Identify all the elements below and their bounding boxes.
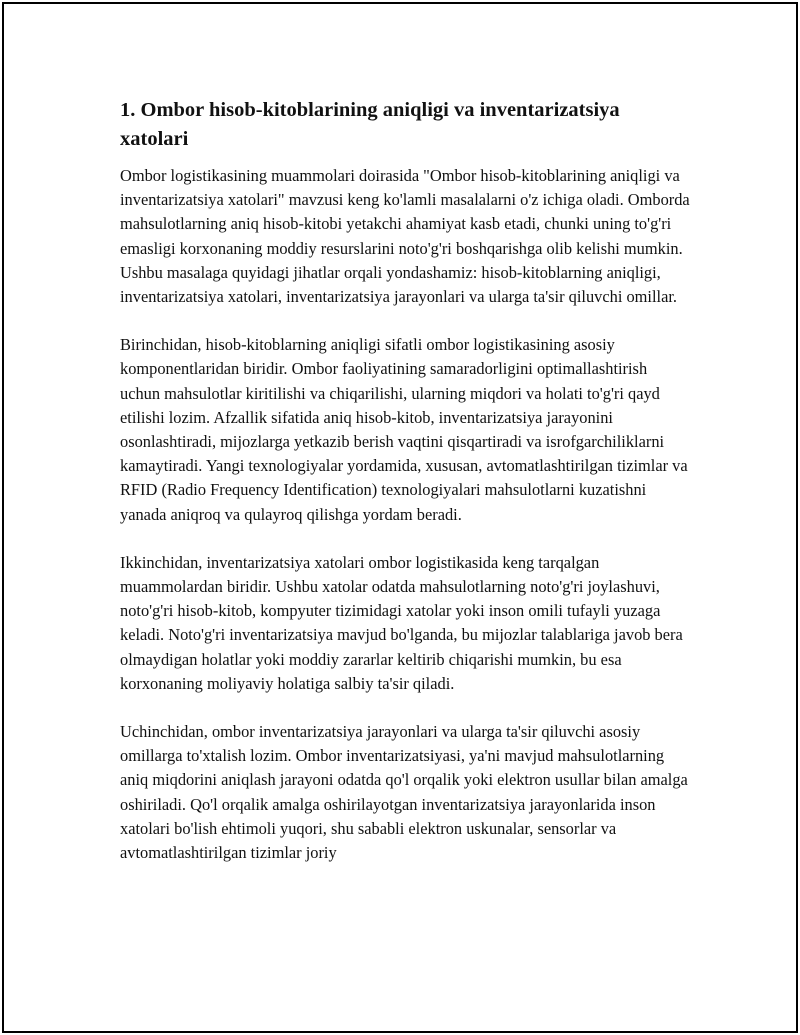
paragraph-3: Ikkinchidan, inventarizatsiya xatolari ombor logistikasida keng tarqalgan muammolardan biridir. Ushbu xatolar odatda mahsulotlarning noto'g'ri joylashuvi, noto'g'ri hisob-kitob, kompyuter tizimidagi xatolar yoki inson omili tufayli yuzaga keladi. Noto'g'ri inventarizatsiya mavjud bo'lganda, bu mijozlar talablariga javob bera olmaydigan holatlar yoki moddiy zararlar keltirib chiqarishi mumkin, bu esa korxonaning moliyaviy holatiga salbiy ta'sir qiladi.	[120, 552, 683, 693]
section-heading: 1. Ombor hisob-kitoblarining aniqligi va inventarizatsiya xatolari	[120, 99, 620, 150]
paragraph-4: Uchinchidan, ombor inventarizatsiya jarayonlari va ularga ta'sir qiluvchi asosiy omillarga to'xtalish lozim. Ombor inventarizatsiyasi, ya'ni mavjud mahsulotlarning aniq miqdorini aniqlash jarayoni odatda qo'l orqalik yoki elektron usullar bilan amalga oshiriladi. Qo'l orqalik amalga oshirilayotgan inventarizatsiya jarayonlarida inson xatolari bo'lish ehtimoli yuqori, shu sababli elektron uskunalar, sensorlar va avtomatlashtirilgan tizimlar joriy	[120, 722, 688, 863]
paragraph-1: Ombor logistikasining muammolari doirasida "Ombor hisob-kitoblarining aniqligi va inventarizatsiya xatolari" mavzusi keng ko'lamli masalalarni o'z ichiga oladi. Omborda mahsulotlarning aniq hisob-kitobi yetakchi ahamiyat kasb etadi, chunki uning to'g'ri emasligi korxonaning moddiy resurslarini noto'g'ri boshqarishga olib kelishi mumkin. Ushbu masalaga quyidagi jihatlar orqali yondashamiz: hisob-kitoblarning aniqligi, inventarizatsiya xatolari, inventarizatsiya jarayonlari va ularga ta'sir qiluvchi omillar.	[120, 166, 690, 307]
page-frame	[2, 2, 798, 1033]
paragraph-2: Birinchidan, hisob-kitoblarning aniqligi sifatli ombor logistikasining asosiy komponentlaridan biridir. Ombor faoliyatining samaradorligini optimallashtirish uchun mahsulotlar kiritilishi va chiqarilishi, ularning miqdori va holati to'g'ri qayd etilishi lozim. Afzallik sifatida aniq hisob-kitob, inventarizatsiya jarayonini osonlashtiradi, mijozlarga yetkazib berish vaqtini qisqartiradi va isrofgarchiliklarni kamaytiradi. Yangi texnologiyalar yordamida, xususan, avtomatlashtirilgan tizimlar va RFID (Radio Frequency Identification) texnologiyalari mahsulotlarni kuzatishni yanada aniqroq va qulayroq qilishga yordam beradi.	[120, 335, 688, 524]
document-body	[120, 96, 690, 889]
